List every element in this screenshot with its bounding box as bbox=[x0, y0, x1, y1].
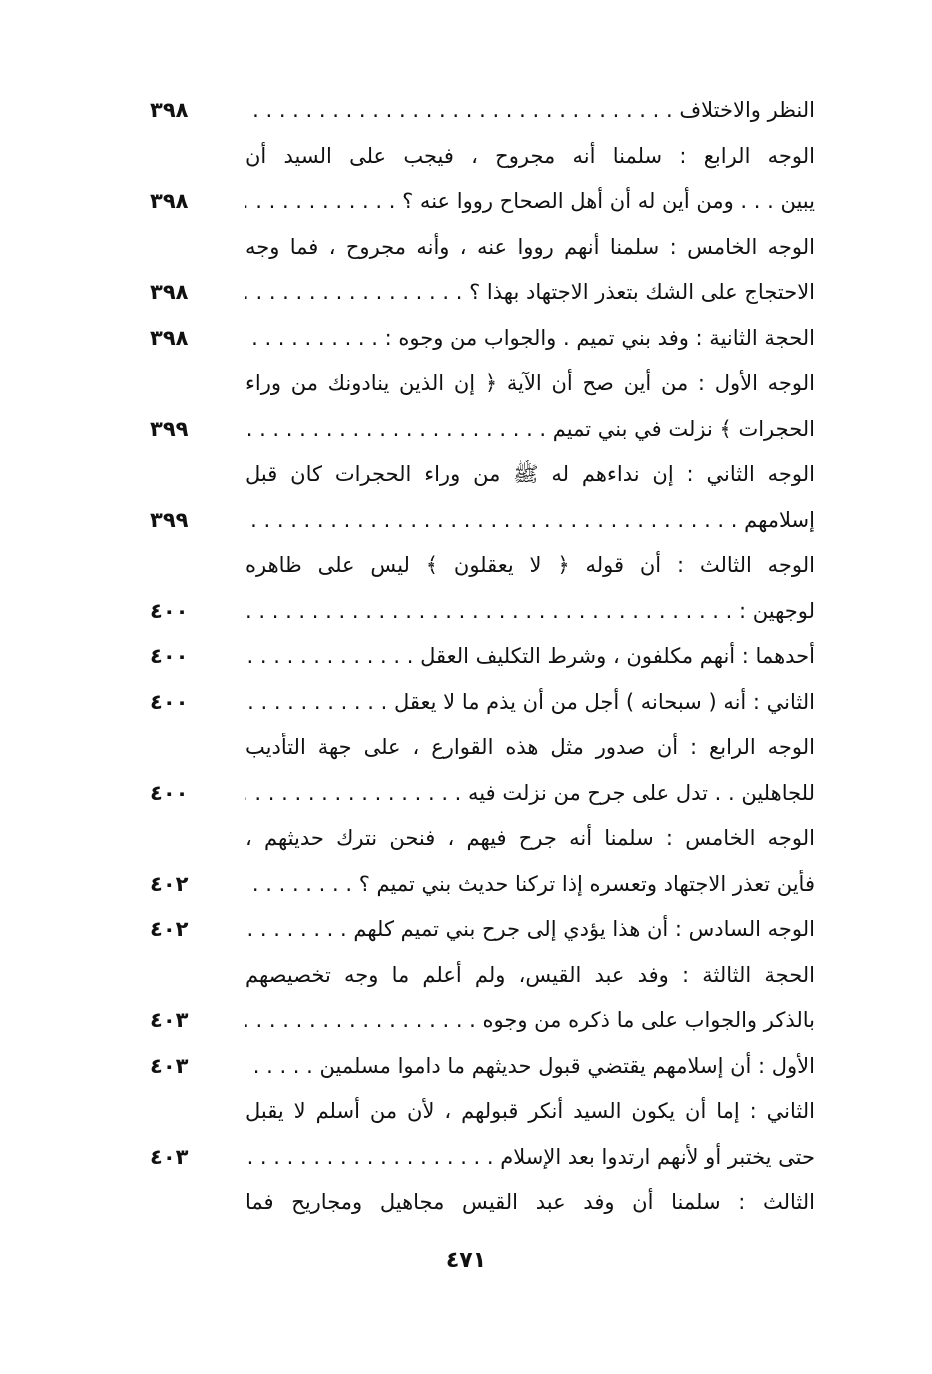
toc-entry-text: فأين تعذر الاجتهاد وتعسره إذا تركنا حديث بني تميم ؟ . . . bbox=[245, 870, 815, 898]
toc-entry bbox=[150, 907, 815, 953]
toc-entry-page: ٣٩٩ bbox=[150, 507, 189, 532]
toc-entry bbox=[150, 225, 815, 271]
toc-entry bbox=[150, 316, 815, 362]
toc-entry bbox=[150, 680, 815, 726]
toc-entry bbox=[150, 816, 815, 862]
toc-entry-page: ٤٠٣ bbox=[150, 1008, 189, 1032]
toc-entry-page: ٤٠٢ bbox=[150, 871, 189, 896]
toc-entry bbox=[150, 1135, 815, 1181]
toc-entry bbox=[150, 862, 815, 908]
toc-entry bbox=[150, 589, 815, 635]
toc-entry bbox=[150, 270, 815, 316]
toc-entry-text: الحجة الثانية : وفد بني تميم . والجواب من وجوه : . . . bbox=[245, 324, 815, 352]
toc-entry-text: الوجه الثالث : أن قوله ﴿ لا يعقلون ﴾ ليس على ظاهره bbox=[245, 553, 815, 577]
toc-entry-text: يبين . . . ومن أين له أن أهل الصحاح رووا عنه ؟ . . . bbox=[245, 187, 815, 215]
toc-entry-text: إسلامهم . . . bbox=[245, 506, 815, 534]
toc-entry-text: الثاني : إما أن يكون السيد أنكر قبولهم ، لأن من أسلم لا يقبل bbox=[245, 1099, 815, 1123]
toc-entry-page: ٤٠٠ bbox=[150, 780, 189, 805]
toc-entry bbox=[150, 1089, 815, 1135]
toc-entry bbox=[150, 771, 815, 817]
toc-entry-text: الحجرات ﴾ نزلت في بني تميم . . . bbox=[245, 415, 815, 443]
toc-entry-text: الثالث : سلمنا أن وفد عبد القيس مجاهيل ومجاريح فما bbox=[245, 1190, 815, 1214]
toc-entry-text: أحدهما : أنهم مكلفون ، وشرط التكليف العقل . . . bbox=[245, 642, 815, 670]
toc-entry-page: ٤٠٣ bbox=[150, 1144, 189, 1169]
table-of-contents bbox=[150, 88, 815, 1226]
toc-entry-text: الحجة الثالثة : وفد عبد القيس، ولم أعلم ما وجه تخصيصهم bbox=[245, 962, 815, 987]
toc-entry-text: الوجه السادس : أن هذا يؤدي إلى جرح بني تميم كلهم . . . bbox=[245, 915, 815, 943]
toc-entry-text: الوجه الرابع : سلمنا أنه مجروح ، فيجب على السيد أن bbox=[245, 143, 815, 168]
toc-entry-text: الوجه الأول : من أين صح أن الآية ﴿ إن الذين ينادونك من وراء bbox=[245, 371, 815, 395]
toc-entry bbox=[150, 953, 815, 999]
toc-entry bbox=[150, 88, 815, 134]
toc-entry-page: ٣٩٩ bbox=[150, 416, 189, 441]
toc-entry-text: الوجه الخامس : سلمنا أنه جرح فيهم ، فنحن نترك حديثهم ، bbox=[245, 826, 815, 850]
toc-entry-page: ٣٩٨ bbox=[150, 325, 189, 350]
toc-entry-text: الأول : أن إسلامهم يقتضي قبول حديثهم ما داموا مسلمين . . . bbox=[245, 1052, 815, 1080]
toc-entry-text: الوجه الرابع : أن صدور مثل هذه القوارع ، على جهة التأديب bbox=[245, 735, 815, 759]
toc-entry bbox=[150, 407, 815, 453]
toc-entry-text: الوجه الثاني : إن نداءهم له ﷺ من وراء الحجرات كان قبل bbox=[245, 462, 815, 486]
toc-entry-text: الوجه الخامس : سلمنا أنهم رووا عنه ، وأنه مجروح ، فما وجه bbox=[245, 234, 815, 259]
toc-entry-text: بالذكر والجواب على ما ذكره من وجوه . . . bbox=[245, 1006, 815, 1034]
toc-entry-text: حتى يختبر أو لأنهم ارتدوا بعد الإسلام . . . bbox=[245, 1143, 815, 1171]
toc-entry bbox=[150, 998, 815, 1044]
toc-entry-text: الثاني : أنه ( سبحانه ) أجل من أن يذم ما لا يعقل . . . bbox=[245, 688, 815, 716]
toc-entry-page: ٤٠٢ bbox=[150, 917, 189, 941]
page-number: ٤٧١ bbox=[445, 1248, 487, 1273]
toc-entry bbox=[150, 452, 815, 498]
toc-entry bbox=[150, 725, 815, 771]
toc-entry bbox=[150, 498, 815, 544]
toc-entry-text: النظر والاختلاف . . . bbox=[245, 96, 815, 124]
toc-entry-text: الاحتجاج على الشك بتعذر الاجتهاد بهذا ؟ . . . bbox=[245, 278, 815, 306]
toc-entry-page: ٤٠٣ bbox=[150, 1053, 189, 1078]
toc-entry bbox=[150, 134, 815, 180]
toc-entry bbox=[150, 1180, 815, 1226]
toc-entry bbox=[150, 1044, 815, 1090]
toc-entry-page: ٤٠٠ bbox=[150, 689, 189, 714]
toc-entry-page: ٣٩٨ bbox=[150, 189, 189, 213]
toc-entry-text: للجاهلين . . تدل على جرح من نزلت فيه . . . bbox=[245, 779, 815, 807]
toc-entry bbox=[150, 179, 815, 225]
toc-entry bbox=[150, 634, 815, 680]
toc-entry-text: لوجهين : . . . bbox=[245, 597, 815, 625]
toc-entry-page: ٣٩٨ bbox=[150, 98, 189, 122]
toc-entry-page: ٣٩٨ bbox=[150, 280, 189, 304]
toc-entry bbox=[150, 361, 815, 407]
toc-entry-page: ٤٠٠ bbox=[150, 644, 189, 668]
toc-entry bbox=[150, 543, 815, 589]
toc-entry-page: ٤٠٠ bbox=[150, 598, 189, 623]
